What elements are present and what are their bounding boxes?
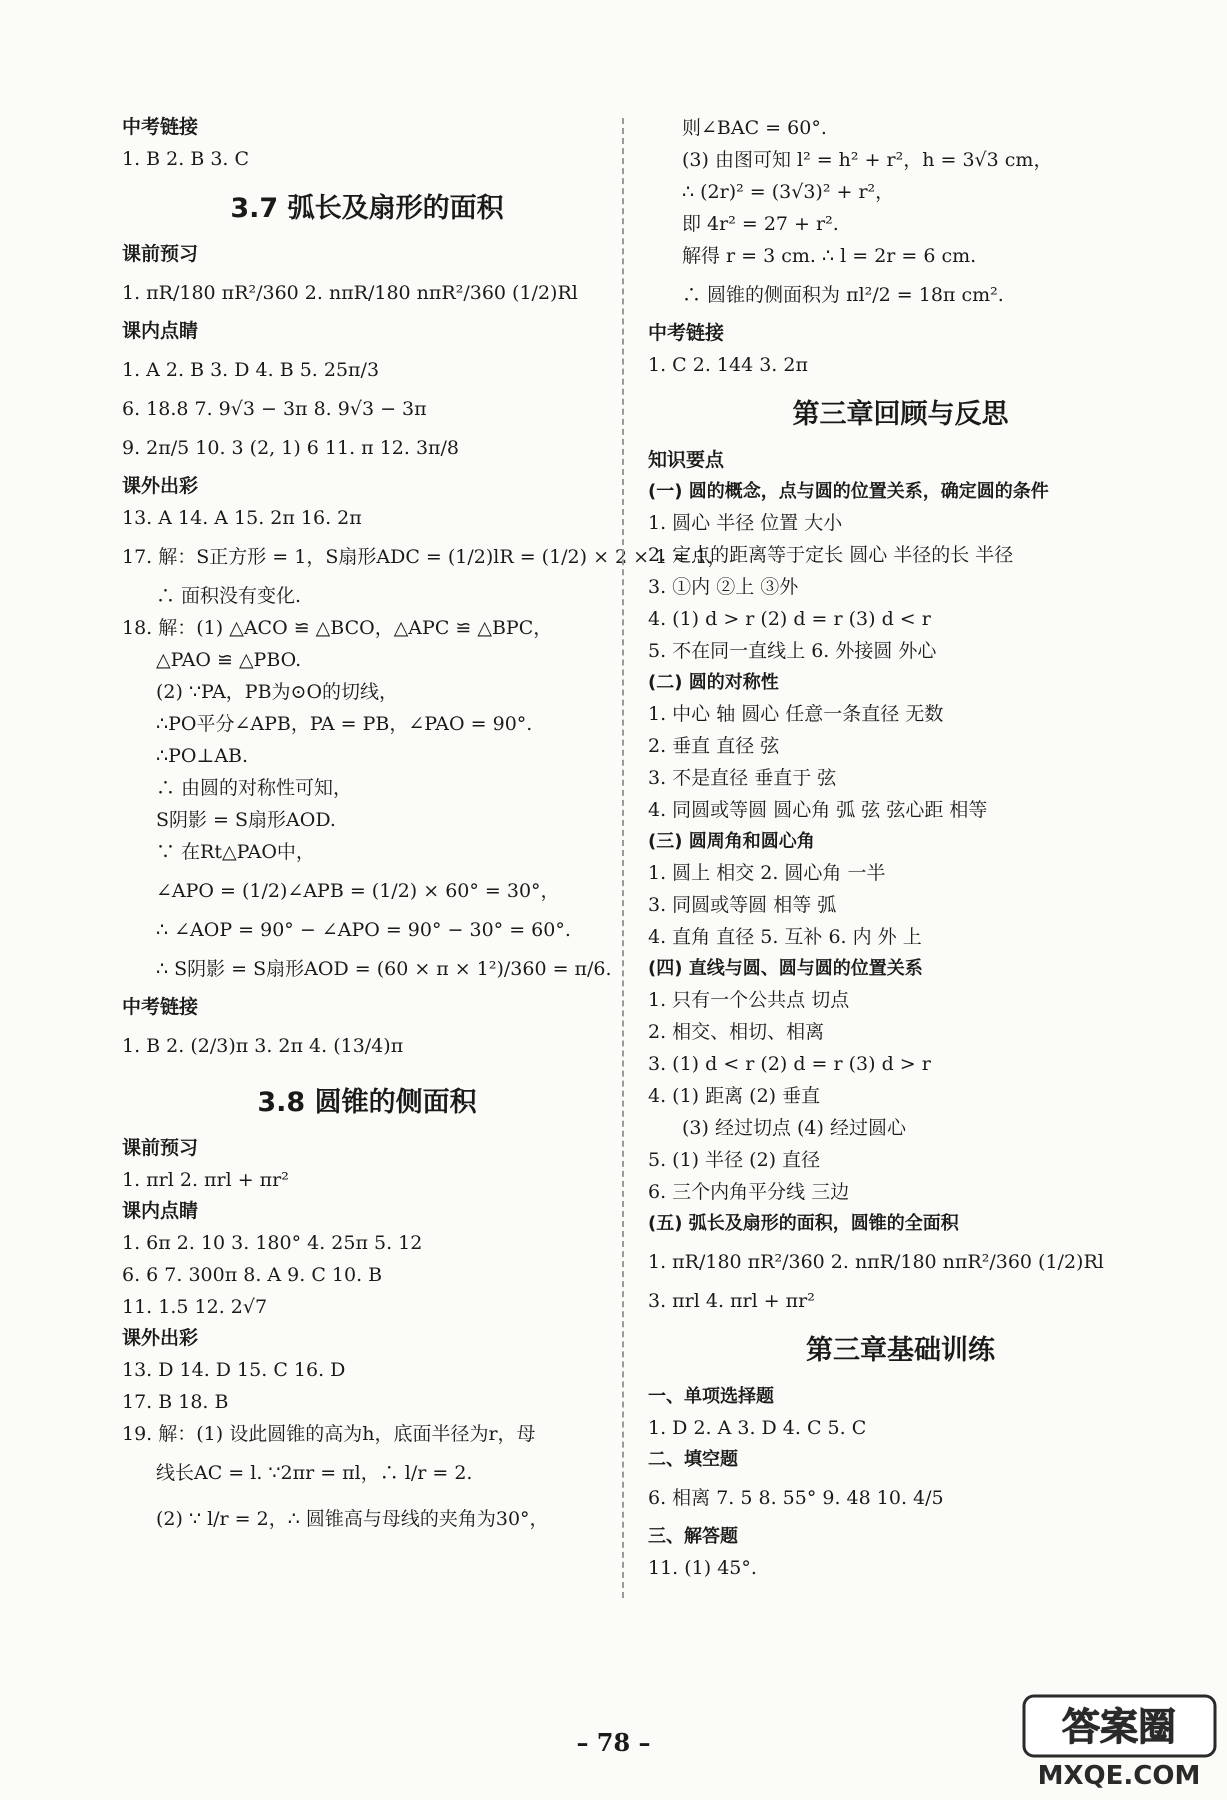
answer-line: 即 4r² = 27 + r².	[682, 213, 839, 235]
subsection-heading: (三) 圆周角和圆心角	[648, 831, 815, 852]
section-label-in-class: 课内点睛	[122, 1200, 199, 1222]
answer-line: ∴PO⊥AB.	[156, 745, 249, 767]
page-number: – 78 –	[576, 1728, 651, 1757]
answer-line: 1. 只有一个公共点 切点	[648, 989, 850, 1011]
answer-line: 3. 不是直径 垂直于 弦	[648, 767, 837, 789]
answer-line: 1. C 2. 144 3. 2π	[648, 354, 808, 376]
section-label-preview: 课前预习	[122, 243, 199, 265]
watermark-url: MXQE.COM	[1037, 1761, 1201, 1791]
answer-line: 3. πrl 4. πrl + πr²	[648, 1290, 815, 1312]
subsection-heading: 一、单项选择题	[648, 1386, 774, 1407]
answer-line: 6. 三个内角平分线 三边	[648, 1181, 850, 1203]
section-label-zhongkao: 中考链接	[122, 116, 199, 138]
answer-line: 4. 直角 直径 5. 互补 6. 内 外 上	[648, 926, 922, 948]
answer-line: 4. 同圆或等圆 圆心角 弧 弦 弦心距 相等	[648, 799, 988, 821]
section-label-in-class: 课内点睛	[122, 320, 199, 342]
section-title-review: 第三章回顾与反思	[792, 399, 1009, 430]
answer-line: ∴ 圆锥的侧面积为 πl²/2 = 18π cm².	[682, 284, 1004, 306]
answer-line: 17. B 18. B	[122, 1391, 229, 1413]
answer-line: 1. A 2. B 3. D 4. B 5. 25π/3	[122, 359, 380, 381]
answer-line: 1. 圆上 相交 2. 圆心角 一半	[648, 862, 886, 884]
section-label-extra: 课外出彩	[122, 475, 199, 497]
answer-line: 1. D 2. A 3. D 4. C 5. C	[648, 1417, 867, 1439]
section-label-zhongkao: 中考链接	[648, 322, 725, 344]
answer-line: 解得 r = 3 cm. ∴ l = 2r = 6 cm.	[682, 245, 977, 267]
subsection-heading: (一) 圆的概念，点与圆的位置关系，确定圆的条件	[648, 481, 1049, 502]
answer-line: 1. πR/180 πR²/360 2. nπR/180 nπR²/360 (1/2)Rl	[648, 1251, 1104, 1273]
answer-line: S阴影 = S扇形AOD.	[156, 809, 336, 831]
subsection-heading: 二、填空题	[648, 1449, 738, 1470]
answer-line: 2. 垂直 直径 弦	[648, 735, 780, 757]
section-title-basic-training: 第三章基础训练	[806, 1335, 995, 1366]
answer-line: 13. A 14. A 15. 2π 16. 2π	[122, 507, 362, 529]
answer-line: 6. 相离 7. 5 8. 55° 9. 48 10. 4/5	[648, 1487, 944, 1509]
answer-line: 5. 不在同一直线上 6. 外接圆 外心	[648, 640, 937, 662]
answer-line: 3. 同圆或等圆 相等 弧	[648, 894, 837, 916]
answer-line: 4. (1) 距离 (2) 垂直	[648, 1085, 821, 1107]
answer-line: 线长AC = l. ∵2πr = πl，∴ l/r = 2.	[156, 1462, 473, 1484]
answer-line: (2) ∵PA，PB为⊙O的切线，	[156, 681, 399, 703]
answer-line: 5. (1) 半径 (2) 直径	[648, 1149, 821, 1171]
answer-line: 1. 圆心 半径 位置 大小	[648, 512, 843, 534]
subsection-heading: (四) 直线与圆、圆与圆的位置关系	[648, 958, 923, 979]
section-label-zhongkao: 中考链接	[122, 996, 199, 1018]
answer-line: 3. (1) d < r (2) d = r (3) d > r	[648, 1053, 931, 1075]
column-divider	[622, 118, 624, 1598]
subsection-heading: (二) 圆的对称性	[648, 672, 779, 693]
answer-line: 1. πrl 2. πrl + πr²	[122, 1169, 289, 1191]
answer-line: 19. 解：(1) 设此圆锥的高为h，底面半径为r，母	[122, 1423, 536, 1445]
answer-line: 1. 6π 2. 10 3. 180° 4. 25π 5. 12	[122, 1232, 423, 1254]
answer-line: ∠APO = (1/2)∠APB = (1/2) × 60° = 30°，	[156, 880, 560, 902]
subsection-heading: (五) 弧长及扇形的面积，圆锥的全面积	[648, 1213, 959, 1234]
answer-line: ∵ 在Rt△PAO中，	[156, 841, 315, 863]
answer-line: 6. 18.8 7. 9√3 − 3π 8. 9√3 − 3π	[122, 398, 427, 420]
answer-line: (3) 由图可知 l² = h² + r²，h = 3√3 cm，	[682, 149, 1053, 171]
answer-line: ∴ S阴影 = S扇形AOD = (60 × π × 1²)/360 = π/6.	[156, 958, 612, 980]
section-label-preview: 课前预习	[122, 1137, 199, 1159]
answer-line: 1. πR/180 πR²/360 2. nπR/180 nπR²/360 (1/2)Rl	[122, 282, 578, 304]
answer-line: 11. (1) 45°.	[648, 1557, 757, 1579]
section-label-extra: 课外出彩	[122, 1327, 199, 1349]
answer-line: ∴PO平分∠APB，PA = PB，∠PAO = 90°.	[156, 713, 533, 735]
answer-line: 1. B 2. B 3. C	[122, 148, 250, 170]
subsection-heading: 三、解答题	[648, 1526, 738, 1547]
answer-line: 13. D 14. D 15. C 16. D	[122, 1359, 346, 1381]
answer-line: 11. 1.5 12. 2√7	[122, 1296, 268, 1318]
answer-line: 1. 中心 轴 圆心 任意一条直径 无数	[648, 703, 944, 725]
answer-line: 2. 相交、相切、相离	[648, 1021, 825, 1043]
answer-line: 6. 6 7. 300π 8. A 9. C 10. B	[122, 1264, 383, 1286]
section-label-key-points: 知识要点	[648, 449, 725, 471]
answer-line: 9. 2π/5 10. 3 (2, 1) 6 11. π 12. 3π/8	[122, 437, 460, 459]
answer-line: 1. B 2. (2/3)π 3. 2π 4. (13/4)π	[122, 1035, 404, 1057]
answer-line: 18. 解：(1) △ACO ≌ △BCO，△APC ≌ △BPC，	[122, 617, 553, 639]
answer-line: ∴ ∠AOP = 90° − ∠APO = 90° − 30° = 60°.	[156, 919, 571, 941]
answer-line: 3. ①内 ②上 ③外	[648, 576, 799, 598]
answer-line: ∴ 由圆的对称性可知，	[156, 777, 353, 799]
answer-line: 4. (1) d > r (2) d = r (3) d < r	[648, 608, 931, 630]
answer-line: 2. 定点的距离等于定长 圆心 半径的长 半径	[648, 544, 1014, 566]
answer-line: (3) 经过切点 (4) 经过圆心	[682, 1117, 906, 1139]
answer-line: ∴ (2r)² = (3√3)² + r²，	[682, 181, 895, 203]
answer-line: 17. 解：S正方形 = 1，S扇形ADC = (1/2)lR = (1/2) × 2 × 1 = 1，	[122, 546, 727, 568]
section-title-3-7: 3.7 弧长及扇形的面积	[230, 193, 504, 224]
right-column	[648, 112, 1153, 1584]
answer-line: (2) ∵ l/r = 2，∴ 圆锥高与母线的夹角为30°，	[156, 1508, 549, 1530]
section-title-3-8: 3.8 圆锥的侧面积	[257, 1087, 477, 1118]
answer-line: 则∠BAC = 60°.	[682, 117, 827, 139]
watermark-title: 答案圈	[1061, 1705, 1177, 1749]
answer-line: ∴ 面积没有变化.	[156, 585, 302, 607]
watermark-logo	[1022, 1694, 1217, 1792]
answer-line: △PAO ≌ △PBO.	[156, 649, 302, 671]
